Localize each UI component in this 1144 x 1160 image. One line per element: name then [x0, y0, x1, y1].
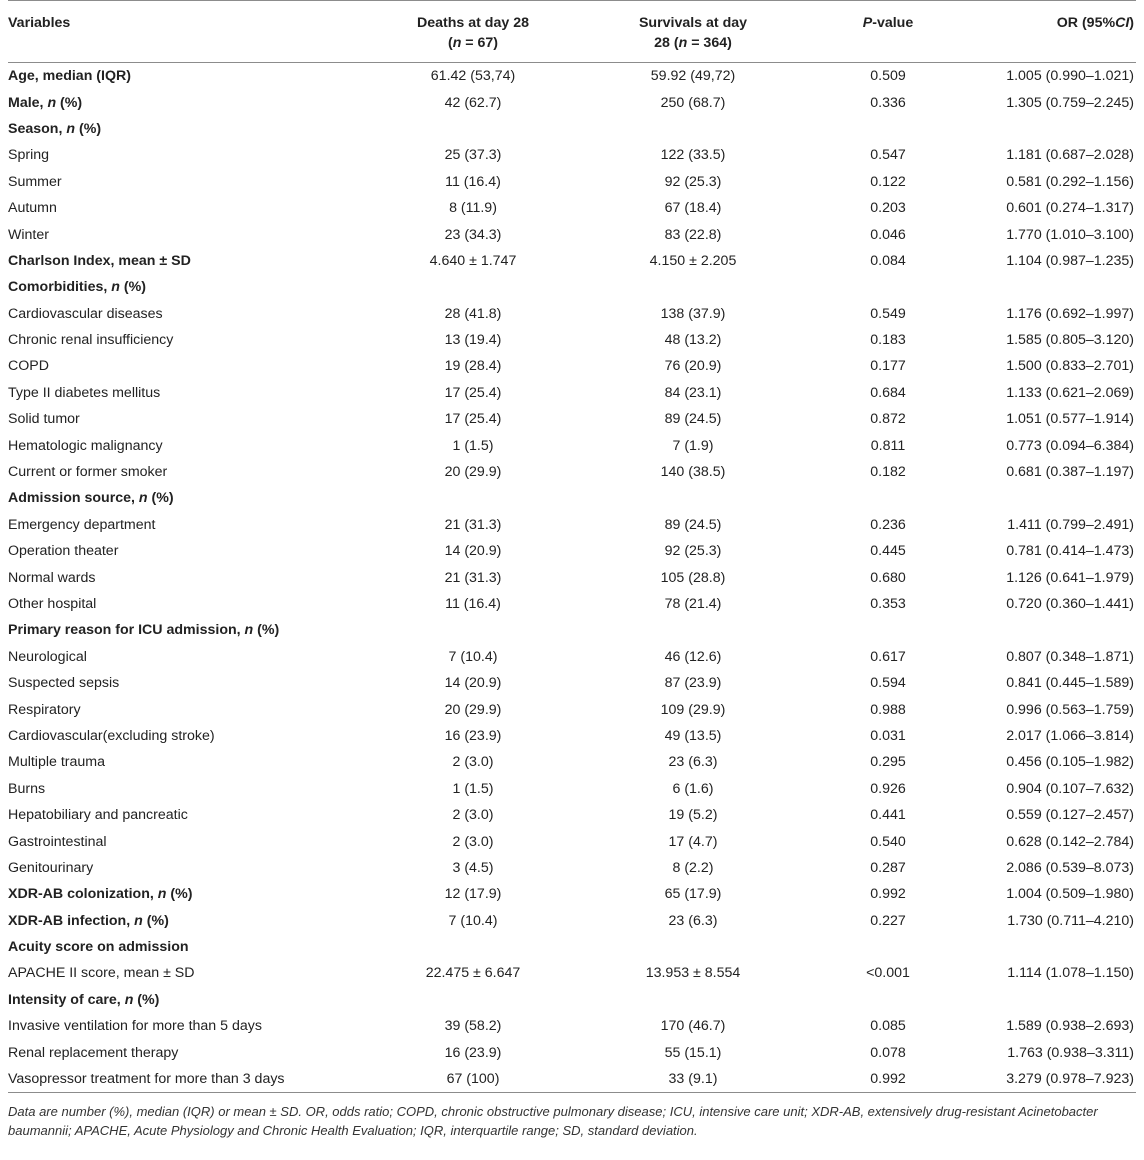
- cell-variable: Age, median (IQR): [8, 68, 131, 85]
- cell-pvalue: 0.177: [870, 358, 906, 375]
- cell-survivals: 59.92 (49,72): [650, 68, 736, 85]
- header-pvalue: P-value: [818, 1, 958, 63]
- cell-variable: Winter: [8, 226, 49, 243]
- cell-or: 1.730 (0.711–4.210): [1007, 912, 1134, 929]
- cell-pvalue: 0.811: [870, 437, 906, 454]
- cell-or: 0.628 (0.142–2.784): [1006, 833, 1134, 850]
- cell-or: 0.720 (0.360–1.441): [1006, 596, 1134, 612]
- cell-variable: Genitourinary: [8, 859, 94, 876]
- cell-survivals: 83 (22.8): [664, 226, 722, 243]
- cell-variable: Neurological: [8, 648, 87, 665]
- cell-variable: Admission source, n (%): [8, 490, 174, 507]
- table-footnote: Data are number (%), median (IQR) or mean ± SD. OR, odds ratio; COPD, chronic obstructive pulmonary disease; ICU, intensive care unit; XDR-AB, extensively drug-resistant Acinetobacter baumannii; APACHE, Acute Physiology and Chronic Health Evaluation; IQR, interquartile range; SD, standard deviation.: [8, 1104, 1098, 1139]
- cell-deaths: [378, 934, 568, 960]
- cell-pvalue: 0.684: [870, 384, 906, 401]
- cell-variable: COPD: [8, 358, 49, 375]
- cell-pvalue: 0.031: [870, 727, 906, 744]
- cell-variable: Charlson Index, mean ± SD: [8, 252, 191, 269]
- cell-survivals: 84 (23.1): [664, 384, 722, 401]
- cell-or: 1.411 (0.799–2.491): [1007, 516, 1134, 533]
- table-header: [8, 1, 1136, 63]
- cell-or: 0.807 (0.348–1.871): [1006, 648, 1134, 665]
- cell-survivals: 23 (6.3): [668, 754, 718, 771]
- cell-or: 1.126 (0.641–1.979): [1006, 569, 1134, 586]
- cell-pvalue: 0.122: [870, 173, 906, 190]
- cell-pvalue: 0.992: [818, 1066, 958, 1093]
- cell-or: 1.585 (0.805–3.120): [1006, 332, 1134, 349]
- cell-or: 0.559 (0.127–2.457): [1006, 807, 1134, 824]
- cell-deaths: [378, 617, 568, 643]
- cell-pvalue: 0.988: [870, 701, 906, 718]
- cell-pvalue: 0.046: [870, 226, 906, 243]
- table-row: [8, 644, 1136, 670]
- cell-or: 0.601 (0.274–1.317): [1006, 200, 1134, 217]
- cell-pvalue: 0.227: [870, 912, 906, 929]
- table-row: [8, 776, 1136, 802]
- cell-deaths: [378, 987, 568, 1013]
- cell-survivals: 87 (23.9): [664, 675, 722, 692]
- table-row: [8, 828, 1136, 854]
- cell-variable: Male, n (%): [8, 94, 83, 111]
- cell-survivals: 76 (20.9): [664, 358, 722, 375]
- cell-survivals: 78 (21.4): [664, 596, 722, 612]
- cell-pvalue: 0.353: [870, 596, 906, 612]
- table-row: [8, 142, 1136, 168]
- cell-pvalue: 0.540: [870, 833, 906, 850]
- cell-variable: Hematologic malignancy: [8, 437, 163, 454]
- cell-or: 1.114 (1.078–1.150): [1007, 965, 1134, 982]
- cell-pvalue: 0.872: [870, 411, 906, 428]
- table-row: [8, 802, 1136, 828]
- cell-deaths: 17 (25.4): [444, 411, 502, 428]
- cell-survivals: [568, 116, 818, 142]
- cell-pvalue: 0.547: [870, 147, 906, 164]
- cell-or: 1.004 (0.509–1.980): [1006, 886, 1134, 903]
- cell-or: [958, 274, 1136, 300]
- cell-deaths: 7 (10.4): [448, 648, 498, 665]
- cell-deaths: 14 (20.9): [444, 675, 502, 692]
- header-deaths: Deaths at day 28 (n = 67): [378, 1, 568, 63]
- cell-survivals: 48 (13.2): [664, 332, 722, 349]
- cell-deaths: 39 (58.2): [444, 1018, 502, 1035]
- cell-variable: Vasopressor treatment for more than 3 days: [8, 1066, 378, 1093]
- cell-pvalue: 0.203: [870, 200, 906, 217]
- table-row: [8, 380, 1136, 406]
- cell-or: 0.996 (0.563–1.759): [1006, 701, 1134, 718]
- cell-survivals: 23 (6.3): [668, 912, 718, 929]
- table-row: [8, 1066, 1136, 1093]
- cell-pvalue: 0.617: [870, 648, 906, 665]
- table-row: [8, 749, 1136, 775]
- cell-pvalue: 0.445: [870, 543, 906, 560]
- header-deaths-n: (n = 67): [447, 35, 499, 51]
- table-row: [8, 169, 1136, 195]
- cell-or: 2.086 (0.539–8.073): [1006, 859, 1134, 876]
- cell-survivals: 17 (4.7): [668, 833, 718, 850]
- cell-or: 0.456 (0.105–1.982): [1006, 754, 1134, 771]
- cell-or: 1.589 (0.938–2.693): [1006, 1018, 1134, 1035]
- cell-pvalue: [818, 274, 958, 300]
- cell-variable: Comorbidities, n (%): [8, 279, 146, 296]
- cell-survivals: 138 (37.9): [660, 305, 726, 322]
- cell-or: [958, 485, 1136, 511]
- cell-pvalue: 0.084: [870, 252, 906, 269]
- table-row: [8, 1013, 1136, 1039]
- cell-or: 1.133 (0.621–2.069): [1006, 384, 1134, 401]
- cell-or: 2.017 (1.066–3.814): [1006, 727, 1134, 744]
- cell-variable: Other hospital: [8, 596, 97, 612]
- table-row: [8, 353, 1136, 379]
- cell-pvalue: [818, 987, 958, 1013]
- cell-survivals: 109 (29.9): [660, 701, 726, 718]
- cell-or: 0.904 (0.107–7.632): [1006, 780, 1134, 797]
- cell-survivals: 46 (12.6): [664, 648, 722, 665]
- cell-variable: Emergency department: [8, 516, 156, 533]
- cell-or: 1.104 (0.987–1.235): [1006, 252, 1134, 269]
- cell-deaths: 17 (25.4): [444, 384, 502, 401]
- table-row: [8, 406, 1136, 432]
- table-row: [8, 1039, 1136, 1065]
- cell-survivals: 19 (5.2): [668, 807, 718, 824]
- cell-survivals: [568, 274, 818, 300]
- cell-or: 0.581 (0.292–1.156): [1006, 173, 1134, 190]
- table-row: [8, 301, 1136, 327]
- cell-deaths: 19 (28.4): [444, 358, 502, 375]
- cell-deaths: 42 (62.7): [444, 94, 502, 111]
- cell-survivals: 33 (9.1): [568, 1066, 818, 1093]
- cell-deaths: 11 (16.4): [445, 173, 501, 190]
- table-row: [8, 195, 1136, 221]
- cell-or: 1.305 (0.759–2.245): [1006, 94, 1134, 111]
- table-body: [8, 63, 1136, 1093]
- cell-deaths: 16 (23.9): [444, 1044, 502, 1061]
- cell-variable: Gastrointestinal: [8, 833, 107, 850]
- cell-pvalue: [818, 116, 958, 142]
- cell-pvalue: 0.182: [870, 464, 906, 481]
- cell-survivals: 250 (68.7): [660, 94, 726, 111]
- cell-deaths: 1 (1.5): [452, 437, 494, 454]
- cell-survivals: 55 (15.1): [664, 1044, 722, 1061]
- cell-deaths: 61.42 (53,74): [430, 68, 516, 85]
- cell-deaths: 20 (29.9): [444, 464, 502, 481]
- table-row: [8, 89, 1136, 115]
- data-table: [8, 0, 1136, 1093]
- cell-variable: Primary reason for ICU admission, n (%): [8, 622, 280, 639]
- header-variables: Variables: [8, 1, 378, 63]
- cell-variable: Chronic renal insufficiency: [8, 332, 174, 349]
- table-row: [8, 723, 1136, 749]
- cell-survivals: 7 (1.9): [672, 437, 714, 454]
- cell-survivals: 92 (25.3): [664, 173, 722, 190]
- cell-or: 0.773 (0.094–6.384): [1006, 437, 1134, 454]
- cell-or: 3.279 (0.978–7.923): [958, 1066, 1136, 1093]
- cell-or: [958, 617, 1136, 643]
- cell-pvalue: <0.001: [866, 965, 910, 982]
- header-or: OR (95%CI): [958, 1, 1136, 63]
- cell-survivals: 8 (2.2): [672, 859, 714, 876]
- cell-or: 1.005 (0.990–1.021): [1006, 68, 1134, 85]
- table-row: [8, 960, 1136, 986]
- table-row: [8, 881, 1136, 907]
- table-row: [8, 432, 1136, 458]
- cell-pvalue: 0.236: [870, 516, 906, 533]
- cell-variable: Normal wards: [8, 569, 96, 586]
- cell-deaths: 23 (34.3): [444, 226, 502, 243]
- cell-deaths: 67 (100): [378, 1066, 568, 1093]
- table-row: [8, 485, 1136, 511]
- cell-deaths: 2 (3.0): [452, 833, 494, 850]
- cell-deaths: 22.475 ± 6.647: [425, 965, 521, 982]
- cell-survivals: 122 (33.5): [660, 147, 726, 164]
- cell-variable: Multiple trauma: [8, 754, 105, 771]
- cell-deaths: 13 (19.4): [444, 332, 502, 349]
- cell-pvalue: [818, 485, 958, 511]
- header-survivals-n: 28 (n = 364): [654, 35, 732, 51]
- cell-variable: Respiratory: [8, 701, 81, 718]
- cell-pvalue: 0.287: [870, 859, 906, 876]
- cell-variable: Renal replacement therapy: [8, 1044, 179, 1061]
- cell-survivals: 4.150 ± 2.205: [649, 252, 737, 269]
- table-row: [8, 248, 1136, 274]
- cell-deaths: 21 (31.3): [444, 516, 502, 533]
- cell-survivals: 67 (18.4): [664, 200, 722, 217]
- cell-variable: Burns: [8, 780, 46, 797]
- table-row: [8, 696, 1136, 722]
- table-row: [8, 617, 1136, 643]
- table-row: [8, 987, 1136, 1013]
- cell-survivals: [568, 934, 818, 960]
- cell-deaths: 11 (16.4): [445, 596, 501, 612]
- cell-variable: Cardiovascular(excluding stroke): [8, 727, 215, 744]
- cell-variable: Spring: [8, 147, 50, 164]
- cell-variable: Hepatobiliary and pancreatic: [8, 807, 188, 824]
- cell-variable: APACHE II score, mean ± SD: [8, 965, 195, 982]
- cell-deaths: 4.640 ± 1.747: [429, 252, 517, 269]
- cell-deaths: 12 (17.9): [444, 886, 502, 903]
- cell-variable: Season, n (%): [8, 120, 102, 137]
- table-row: [8, 221, 1136, 247]
- cell-variable: Current or former smoker: [8, 464, 168, 481]
- cell-deaths: 16 (23.9): [444, 727, 502, 744]
- cell-deaths: 21 (31.3): [444, 569, 502, 586]
- cell-or: 0.781 (0.414–1.473): [1006, 543, 1134, 560]
- cell-survivals: 6 (1.6): [672, 780, 714, 797]
- cell-survivals: 89 (24.5): [664, 516, 722, 533]
- cell-deaths: 14 (20.9): [444, 543, 502, 560]
- header-survivals: Survivals at day 28 (n = 364): [568, 1, 818, 63]
- cell-variable: Summer: [8, 173, 62, 190]
- cell-variable: Operation theater: [8, 543, 119, 560]
- table-row: [8, 564, 1136, 590]
- cell-pvalue: [818, 617, 958, 643]
- cell-survivals: 49 (13.5): [664, 727, 722, 744]
- cell-pvalue: 0.183: [870, 332, 906, 349]
- cell-or: 1.181 (0.687–2.028): [1006, 147, 1134, 164]
- cell-variable: Cardiovascular diseases: [8, 305, 163, 322]
- table-row: [8, 116, 1136, 142]
- table-row: [8, 274, 1136, 300]
- cell-survivals: [568, 617, 818, 643]
- cell-or: [958, 116, 1136, 142]
- cell-deaths: 2 (3.0): [452, 754, 494, 771]
- cell-or: 1.176 (0.692–1.997): [1006, 305, 1134, 322]
- cell-or: [958, 987, 1136, 1013]
- cell-pvalue: 0.078: [870, 1044, 906, 1061]
- table-row: [8, 63, 1136, 90]
- cell-variable: Acuity score on admission: [8, 939, 189, 956]
- cell-variable: Suspected sepsis: [8, 675, 120, 692]
- cell-deaths: 8 (11.9): [449, 200, 497, 217]
- cell-deaths: 1 (1.5): [452, 780, 494, 797]
- cell-or: [958, 934, 1136, 960]
- cell-variable: XDR-AB infection, n (%): [8, 912, 169, 929]
- cell-or: 1.500 (0.833–2.701): [1006, 358, 1134, 375]
- cell-survivals: 105 (28.8): [660, 569, 726, 586]
- cell-pvalue: 0.295: [870, 754, 906, 771]
- cell-or: 1.051 (0.577–1.914): [1006, 411, 1134, 428]
- cell-variable: Autumn: [8, 200, 57, 217]
- cell-deaths: 25 (37.3): [444, 147, 502, 164]
- cell-survivals: 89 (24.5): [664, 411, 722, 428]
- cell-variable: Intensity of care, n (%): [8, 991, 160, 1008]
- cell-pvalue: 0.992: [870, 886, 906, 903]
- table-row: [8, 512, 1136, 538]
- table-row: [8, 934, 1136, 960]
- cell-deaths: [378, 274, 568, 300]
- cell-survivals: 92 (25.3): [664, 543, 722, 560]
- table-row: [8, 459, 1136, 485]
- cell-survivals: 13.953 ± 8.554: [645, 965, 741, 982]
- table-row: [8, 538, 1136, 564]
- cell-deaths: 28 (41.8): [444, 305, 502, 322]
- cell-or: 0.681 (0.387–1.197): [1006, 464, 1134, 481]
- cell-pvalue: 0.549: [870, 305, 906, 322]
- cell-survivals: 65 (17.9): [664, 886, 722, 903]
- cell-deaths: 7 (10.4): [448, 912, 498, 929]
- cell-variable: Solid tumor: [8, 411, 80, 428]
- cell-pvalue: 0.594: [870, 675, 906, 692]
- cell-variable: Type II diabetes mellitus: [8, 384, 161, 401]
- table-row: [8, 591, 1136, 617]
- cell-variable: XDR-AB colonization, n (%): [8, 886, 193, 903]
- cell-survivals: 170 (46.7): [660, 1018, 726, 1035]
- cell-pvalue: 0.336: [870, 94, 906, 111]
- table-row: [8, 670, 1136, 696]
- table-row: [8, 855, 1136, 881]
- cell-variable: Invasive ventilation for more than 5 days: [8, 1018, 262, 1035]
- cell-pvalue: 0.509: [870, 68, 906, 85]
- cell-deaths: 20 (29.9): [444, 701, 502, 718]
- cell-survivals: [568, 987, 818, 1013]
- cell-or: 1.770 (1.010–3.100): [1006, 226, 1134, 243]
- cell-deaths: 2 (3.0): [452, 807, 494, 824]
- cell-pvalue: 0.926: [870, 780, 906, 797]
- cell-survivals: [568, 485, 818, 511]
- cell-pvalue: 0.441: [870, 807, 906, 824]
- table-row: [8, 908, 1136, 934]
- cell-or: 1.763 (0.938–3.311): [1007, 1044, 1134, 1061]
- cell-pvalue: [818, 934, 958, 960]
- cell-pvalue: 0.085: [870, 1018, 906, 1035]
- cell-deaths: [378, 485, 568, 511]
- cell-deaths: 3 (4.5): [452, 859, 494, 876]
- cell-survivals: 140 (38.5): [660, 464, 726, 481]
- table-row: [8, 327, 1136, 353]
- cell-deaths: [378, 116, 568, 142]
- cell-or: 0.841 (0.445–1.589): [1006, 675, 1134, 692]
- cell-pvalue: 0.680: [870, 569, 906, 586]
